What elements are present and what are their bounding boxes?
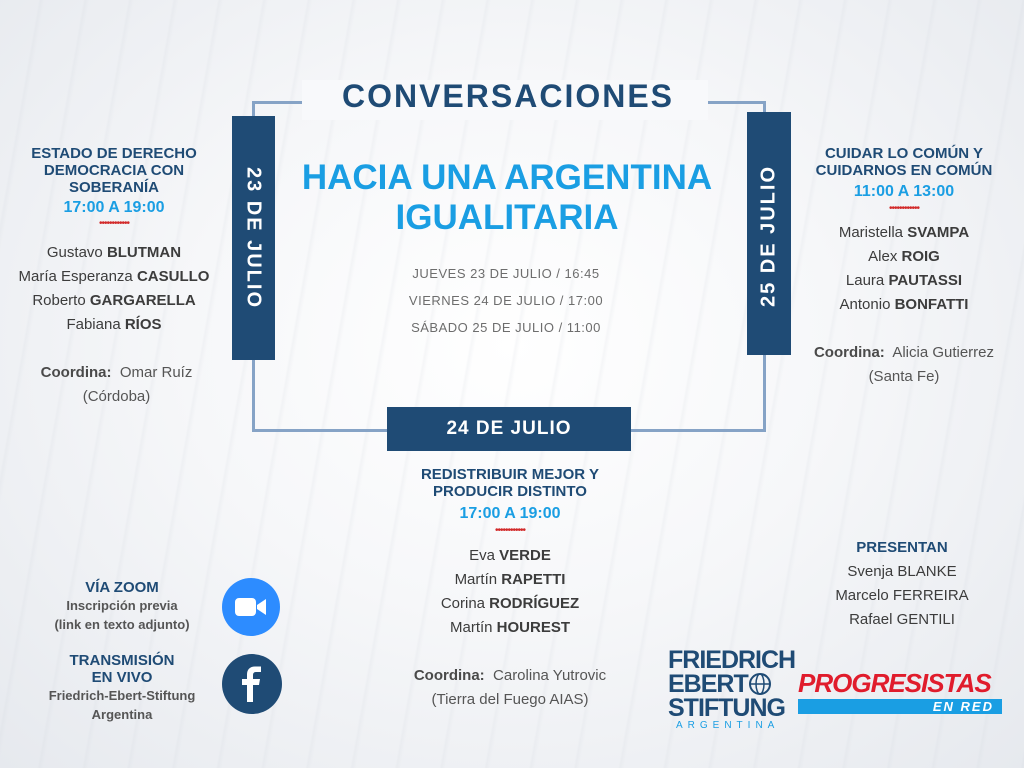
speaker-item: Martín RAPETTI (454, 571, 566, 588)
event-headline: HACIA UNA ARGENTINA IGUALITARIA (301, 158, 713, 237)
panel-title-line: ESTADO DE DERECHO (31, 145, 197, 162)
panel-title-line: SOBERANÍA (68, 179, 159, 196)
divider-dots: •••••••••••• (494, 525, 525, 536)
zoom-title: VÍA ZOOM (85, 579, 159, 596)
divider-dots: •••••••••••• (98, 218, 129, 229)
presenters-list (812, 560, 992, 632)
progresistas-logo (798, 668, 1002, 714)
panel-title-line: CUIDAR LO COMÚN Y (824, 145, 984, 162)
live-line-2: Argentina (91, 707, 153, 722)
speaker-item: Eva VERDE (469, 547, 551, 564)
schedule-line-2: VIERNES 24 DE JULIO / 17:00 (408, 293, 604, 308)
speaker-item: Corina RODRÍGUEZ (440, 595, 580, 612)
panel-time-left: 17:00 A 19:00 (63, 199, 165, 216)
zoom-info (22, 579, 222, 634)
panel-title-line: DEMOCRACIA CON (43, 162, 185, 179)
zoom-line-2: (link en texto adjunto) (54, 617, 190, 632)
speaker-item: Roberto GARGARELLA (32, 292, 196, 309)
fes-logo-line-1: FRIEDRICH (668, 646, 796, 674)
live-title-1: TRANSMISIÓN (69, 652, 175, 669)
left-panel (0, 145, 228, 409)
right-panel (796, 145, 1012, 389)
panel-time-bottom: 17:00 A 19:00 (459, 505, 561, 522)
presenter-item: Marcelo FERREIRA (835, 587, 969, 604)
date-label-left: 23 DE JULIO (242, 166, 265, 310)
video-camera-icon[interactable] (222, 578, 280, 636)
speaker-item: Laura PAUTASSI (845, 272, 963, 289)
presenter-item: Svenja BLANKE (847, 563, 957, 580)
live-info (12, 652, 232, 724)
panel-title-line: CUIDARNOS EN COMÚN (815, 162, 993, 179)
progresistas-logo-top: PROGRESISTAS (798, 668, 991, 698)
speaker-item: Antonio BONFATTI (839, 296, 969, 313)
live-line-1: Friedrich-Ebert-Stiftung (48, 688, 196, 703)
bottom-panel (380, 466, 640, 712)
presenters (812, 539, 992, 632)
speaker-list-bottom (380, 544, 640, 640)
fes-logo-line-3: STIFTUNG (668, 694, 785, 722)
speaker-item: Maristella SVAMPA (838, 224, 970, 241)
panel-title-line: REDISTRIBUIR MEJOR Y (420, 466, 600, 483)
speaker-item: Alex ROIG (868, 248, 940, 265)
coordinator-bottom: Coordina: Carolina Yutrovic (Tierra del Fuego AIAS) (413, 667, 607, 708)
facebook-icon[interactable] (222, 654, 282, 714)
globe-icon (748, 672, 772, 696)
date-bar-bottom: 24 DE JULIO (387, 407, 631, 451)
speaker-list-right (796, 221, 1012, 317)
panel-title-right (796, 145, 1012, 179)
live-title-2: EN VIVO (91, 669, 153, 686)
panel-title-left (0, 145, 228, 196)
presenter-item: Rafael GENTILI (849, 611, 955, 628)
panel-title-bottom (380, 466, 640, 500)
panel-time-right: 11:00 A 13:00 (853, 183, 955, 200)
speaker-list-left (0, 241, 228, 337)
divider-dots: •••••••••••• (888, 203, 919, 214)
page-title: CONVERSACIONES (341, 78, 675, 114)
fes-logo-subtitle: ARGENTINA (676, 720, 780, 731)
video-camera-glyph (234, 596, 268, 618)
coordinator-left: Coordina: Omar Ruíz (Córdoba) (40, 364, 193, 405)
coordinator-right: Coordina: Alicia Gutierrez (Santa Fe) (813, 344, 995, 385)
speaker-item: Martín HOUREST (449, 619, 571, 636)
zoom-line-1: Inscripción previa (66, 598, 178, 613)
schedule-line-1: JUEVES 23 DE JULIO / 16:45 (412, 266, 600, 281)
presenters-title: PRESENTAN (856, 539, 948, 556)
speaker-item: Fabiana RÍOS (66, 316, 162, 333)
fes-logo-line-2: EBERT (668, 672, 794, 696)
speaker-item: Gustavo BLUTMAN (46, 244, 182, 261)
frame-top-left (252, 101, 302, 104)
fes-logo (668, 648, 794, 731)
frame-top-right (708, 101, 766, 104)
date-label-right: 25 DE JULIO (757, 164, 780, 308)
facebook-glyph (239, 666, 265, 702)
speaker-item: María Esperanza CASULLO (18, 268, 210, 285)
panel-title-line: PRODUCIR DISTINTO (433, 483, 587, 500)
schedule-line-3: SÁBADO 25 DE JULIO / 11:00 (411, 320, 601, 335)
progresistas-logo-band: EN RED (798, 699, 1002, 714)
